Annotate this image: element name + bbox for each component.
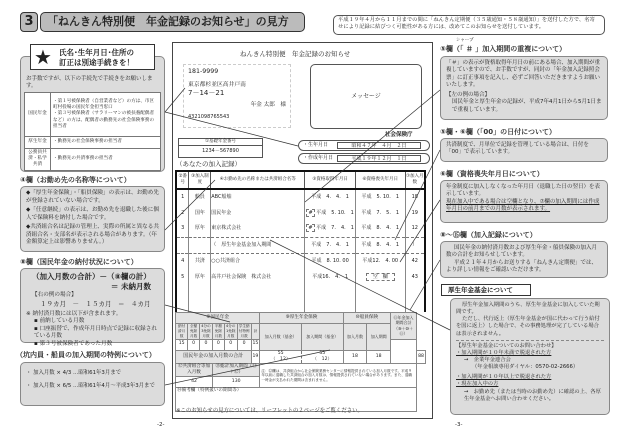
row-employer: 高井戸社会保険 株式会社 bbox=[211, 269, 305, 285]
row-lost: 平成12. 4. 00 bbox=[355, 253, 405, 269]
records-header bbox=[176, 171, 425, 189]
message-box: メッセージ bbox=[310, 64, 422, 129]
note-item: ▪ 前納している月数 bbox=[34, 318, 85, 325]
fund-text2: ただし、代行返上（厚生年金基金が国に代わって行う給付を国に返上）した場合で、その事務処理が完了している場合は表示されません。 bbox=[456, 316, 604, 340]
np-col: 学生納付特例月数 bbox=[238, 324, 250, 338]
sec8-15-text1: 国民年金の納付済月数および厚生年金・船員保険の加入月数の合計をお知らせしています。 bbox=[446, 245, 598, 259]
created-date-field bbox=[298, 153, 430, 164]
sec8-box bbox=[20, 268, 165, 347]
section-title bbox=[20, 12, 305, 32]
contact-label: 公務員共済・私学共済 bbox=[25, 149, 51, 171]
contact-text: ・勤務先の社会保険事務の担当者 bbox=[51, 137, 161, 149]
table-row bbox=[176, 205, 425, 221]
np-col: 半額免除月数 bbox=[213, 324, 225, 340]
np-val: 0 bbox=[237, 339, 251, 350]
section-title-text: 「ねんきん特別便 年金記録のお知らせ」の見方 bbox=[40, 12, 305, 32]
sec5-heading: ⑤欄（「 ＃ 」加入期間の重複について） bbox=[440, 45, 567, 53]
blank-indicator: 空 欄 bbox=[366, 273, 395, 281]
row-months: 43 bbox=[405, 269, 425, 285]
coal-box bbox=[20, 362, 165, 406]
summary-table bbox=[175, 312, 426, 412]
sp-val: 18 bbox=[343, 350, 367, 363]
fund-phone: （年金相談専用ダイヤル：0570-02-2666） bbox=[472, 364, 579, 371]
formula-line2: ＝ 未納月数 bbox=[110, 282, 151, 292]
row-months: ） bbox=[405, 237, 425, 253]
sec4-heading: ④欄（お勤め先の名称等について） bbox=[20, 176, 131, 184]
row-no bbox=[176, 237, 189, 253]
contact-table bbox=[24, 92, 161, 171]
star-title-1: 氏名･生年月日･住所の bbox=[59, 48, 134, 57]
notice-box: 平成１９年４月から１１月までの間に「ねんきん定期便（３５歳通知・５８歳通知）」を送付した方で、名寄せにより記録に結びつく可能性がある方には、改めてこのお知らせを送付しています。 bbox=[333, 15, 605, 35]
fund-row bbox=[176, 237, 425, 253]
star-icon: ★ bbox=[34, 45, 52, 69]
address-line1: 東京都杉並区高井戸南 bbox=[188, 81, 246, 88]
np-val: 0 bbox=[200, 339, 213, 350]
sec56-box: 共済制度で、月単位で記録を管理している場合は、日付を「00」で表示しています。 bbox=[440, 138, 608, 162]
row-system bbox=[189, 237, 211, 253]
records-heading: （あなたの加入記録） bbox=[176, 160, 241, 168]
row-lost: 平成 7. 5. 1 bbox=[355, 205, 405, 221]
col-system: ③加入制度 bbox=[189, 171, 211, 189]
sp-col: 加入期間 bbox=[367, 324, 391, 351]
sp-val: 18 bbox=[367, 350, 391, 363]
row-lost: 平成 8. 4. 1 bbox=[355, 221, 405, 237]
fund-inquiry-heading: 【厚生年金基金についてのお問い合わせ】 bbox=[456, 342, 557, 349]
contact-text: ・第１号被保険者（自営業者など）の方は、市区町村役場の国民年金担当窓口 ・第３号被保険者（サラリーマンの被扶養配偶者など）の方は、配偶者の勤務先の社会保険事務の担当者 bbox=[51, 93, 161, 137]
recipient-name: 年金 太郎 様 bbox=[250, 102, 286, 109]
grand-label: ⑬総計加入期間（⑪＋⑫） bbox=[213, 363, 260, 376]
np-total-label: 国民年金の加入月数の合計 bbox=[176, 350, 252, 363]
remarks-field: ⑭備考欄（特例扱いの期間等） bbox=[176, 388, 417, 412]
row-employer: （ 厚生年金基金加入期間 bbox=[211, 237, 305, 253]
basic-number-label: ①基礎年金番号 bbox=[179, 139, 262, 146]
example-label: 【右の例の場合】 bbox=[32, 292, 77, 299]
row-employer: 国民年金 bbox=[211, 205, 305, 221]
np-col: 納付済月数 bbox=[176, 324, 188, 340]
sec5-example: 国民年金と厚生年金の記録が、平成7年4月1日から5月1日まで重複しています。 bbox=[452, 99, 602, 113]
row-acquired bbox=[305, 205, 356, 221]
row-employer: 東京株式会社 bbox=[211, 221, 305, 237]
ep-val-cell bbox=[301, 350, 343, 363]
duplicate-mark: # bbox=[308, 225, 313, 232]
col-months: ⑦加入月数 bbox=[405, 171, 425, 189]
np-col: 4分の1免除月数 bbox=[225, 324, 236, 338]
fund-heading: 厚生年金基金について bbox=[441, 284, 531, 296]
note-text: ※ 納付済月数には以下が含まれます。 bbox=[26, 310, 122, 317]
ep-fund: （ 12） bbox=[270, 356, 291, 362]
row-employer: ○○共済組合 bbox=[211, 253, 305, 269]
sec8-heading: ⑧欄（国民年金の納付状況について） bbox=[20, 258, 138, 266]
note-item: ▪ 第３号被保険者であった月数 bbox=[34, 340, 113, 347]
row-system: 厚年 bbox=[189, 221, 211, 237]
row-system: 厚年 bbox=[189, 269, 211, 285]
address-line2: 7－14－21 bbox=[188, 89, 225, 98]
sec4-item: ◆「厚生年金保険」・「船員保険」の表示は、お勤め先が登録されていない場合です。 bbox=[26, 190, 159, 204]
total-val: 88 bbox=[417, 350, 426, 363]
row-no: 5 bbox=[176, 269, 189, 285]
ep-val: 55 bbox=[319, 350, 326, 356]
table-row bbox=[176, 253, 425, 269]
customer-number: 4321098765543 bbox=[188, 113, 230, 120]
birth-value: 昭和４７年 ４月 ２日 bbox=[337, 142, 421, 149]
row-acquired: 平成 8. 10. 00 bbox=[305, 253, 356, 269]
row-lost: 平成 5. 10. 1 bbox=[355, 189, 405, 205]
page-number-right: -3- bbox=[455, 422, 463, 428]
fund-item3: ・現在加入中の方 bbox=[456, 381, 499, 388]
sec8-15-heading: ⑧～⑮欄（加入記録について） bbox=[440, 231, 537, 239]
grand-val: 130 bbox=[213, 377, 260, 388]
ep-col: 加入月数（基金） bbox=[260, 324, 302, 351]
coal-item: ・ 加入月数 × 6/5 …昭和61年4月～平成3年3月まで bbox=[26, 383, 155, 390]
col-acquired: ⑤資格取得年月日 bbox=[305, 171, 356, 189]
sec5-example-label: 【左の例の場合】 bbox=[446, 91, 491, 98]
coal-heading: （坑内員・船員の加入期間の特例について） bbox=[16, 351, 156, 359]
np-val: 0 bbox=[224, 339, 237, 350]
row-system: 船員 bbox=[189, 189, 211, 205]
form-title: ねんきん特別便 年金記録のお知らせ bbox=[240, 50, 351, 58]
row-system: 国年 bbox=[189, 205, 211, 221]
ep-val-cell bbox=[260, 350, 302, 363]
created-value: 平成１９年１２月 １日 bbox=[337, 155, 421, 162]
row-lost: 平成 8. 4. 1 bbox=[355, 237, 405, 253]
sec5-box bbox=[440, 56, 608, 120]
basic-number: 1234－567890 bbox=[202, 148, 239, 155]
col-employer: ④お勤め先の名称または共済組合名等 bbox=[211, 171, 305, 189]
formula-line1: （加入月数の合計）－（⑧欄の計） bbox=[32, 272, 151, 281]
np-val: 15 bbox=[251, 339, 260, 350]
np-val: 0 bbox=[213, 339, 225, 350]
star-callout bbox=[30, 44, 155, 70]
ep-label: ⑨厚生年金保険 bbox=[260, 313, 343, 324]
sec4-box bbox=[20, 186, 165, 252]
row-months: 12 bbox=[405, 221, 425, 237]
postal-code: 181-9999 bbox=[188, 68, 219, 75]
coal-item: ・ 加入月数 × 4/3 …昭和61年3月まで bbox=[26, 370, 122, 376]
row-no: 4 bbox=[176, 253, 189, 269]
np-label: ⑧国民年金 bbox=[176, 313, 260, 324]
fund-item1: ・加入期間が１０年未満で脱退された方 bbox=[456, 349, 552, 356]
sec56-heading: ⑤欄・⑥欄（「00」の日付について） bbox=[440, 128, 556, 136]
note-item: ▪ 口座振替で、作成年月日時点で記録に収録されている月数 bbox=[34, 325, 157, 340]
np-col: 計 bbox=[251, 324, 260, 340]
row-months: 18 bbox=[405, 189, 425, 205]
col-lost: ⑥資格喪失年月日 bbox=[355, 171, 405, 189]
total-label: ⑪年金加入期間合計（⑨＋⑩＋⑪） bbox=[391, 313, 417, 340]
sp-label: ⑩船員保険 bbox=[343, 313, 390, 324]
sec4-item: ◆共済組合名は記録の管理上、実際の所属と異なる共済組合名・支部名が表示される場合があります。（年金額算定上は影響ありません。） bbox=[26, 224, 159, 246]
row-system: 共済 bbox=[189, 253, 211, 269]
star-title-2: 訂正は別途手続きを！ bbox=[59, 58, 134, 67]
sec5-text: 「＃」の表示が資格取得年月日の前にある場合、加入期間が重複していますので、お手数ですが、同封の「年金加入記録照会票」に訂正事項を記入し、必ずご回答いただきますようお願いいたします。 bbox=[446, 60, 601, 89]
row-no: 1 bbox=[176, 189, 189, 205]
fund-item1-to: → 企業年金連合会 bbox=[464, 356, 511, 363]
sec6-text: 年金制度に加入しなくなった年月日（退職した日の翌日）を表示しています。 bbox=[446, 184, 601, 198]
example-value: １９カ月 － １５カ月 ＝ ４カ月 bbox=[40, 299, 151, 308]
address-block bbox=[183, 64, 291, 128]
ep-fund: （ 12） bbox=[312, 356, 333, 362]
contact-label: 国民年金 bbox=[25, 93, 51, 137]
row-acquired-date: 平成 7. 4. 1 bbox=[316, 225, 354, 232]
row-no: 2 bbox=[176, 205, 189, 221]
np-val: 15 bbox=[176, 339, 188, 350]
row-no: 3 bbox=[176, 221, 189, 237]
row-acquired: 平成16. 4. 1 bbox=[305, 269, 356, 285]
correction-intro: お手数ですが、以下の手続先で手続きをお願いします。 bbox=[26, 76, 153, 90]
ep-val: 55 bbox=[277, 350, 284, 356]
fund-box bbox=[450, 298, 610, 415]
np-col: 全額免除月数 bbox=[188, 324, 200, 340]
table-row bbox=[176, 269, 425, 285]
row-months: 19 bbox=[405, 205, 425, 221]
row-acquired bbox=[305, 221, 356, 237]
section-number: 3 bbox=[20, 12, 38, 32]
fund-item2: ・加入期間が１０年以上で脱退された方 bbox=[456, 374, 552, 381]
birth-label: ・生年月日 bbox=[303, 142, 329, 148]
mutual-label: ⑫共済組合等加入月数 bbox=[176, 363, 213, 376]
row-months: 42 bbox=[405, 253, 425, 269]
sp-col: 加入月数 bbox=[343, 324, 367, 351]
table-row bbox=[176, 189, 425, 205]
sec6-box bbox=[440, 180, 608, 223]
fund-item3-to: → お勤め先（または当時のお勤め先）に確認の上、各厚生年金基金へお問い合わせください。 bbox=[464, 388, 601, 402]
sec8-15-box bbox=[440, 241, 608, 278]
np-total: 19 bbox=[251, 350, 260, 363]
row-employer: ABC船舶 bbox=[211, 189, 305, 205]
created-label: ・作成年月日 bbox=[303, 155, 334, 161]
form-footer: ※このお知らせの見方については、リーフレットの２ページをご覧ください。 bbox=[176, 408, 363, 414]
mutual-val: 42 bbox=[176, 377, 213, 388]
sec6-underline-text: 現在加入中である場合は空欄となり、⑦欄の加入期間には作成年月日の前月までの月数が表示されます。 bbox=[446, 198, 600, 213]
duplicate-mark: # bbox=[308, 209, 313, 216]
agency-name: 社会保険庁 bbox=[385, 132, 413, 138]
birth-date-field bbox=[298, 140, 430, 151]
page-number-left: -2- bbox=[157, 422, 165, 428]
row-acquired: 平成 7. 4. 1 bbox=[305, 237, 356, 253]
sec8-15-text2: 平成２１年４月からお送りする「ねんきん定期便」では、より詳しい情報をご確認いただけます。 bbox=[446, 259, 598, 274]
row-lost bbox=[355, 269, 405, 285]
basic-number-box bbox=[178, 138, 263, 158]
table-row bbox=[176, 221, 425, 237]
row-acquired: 平成 4. 4. 1 bbox=[305, 189, 356, 205]
mutual-note: 注：⑫欄は、共済組合から社会保険業務センターに情報提供されている加入月数です。平成９年以前に退職した共済組合の加入月数は、情報提供されていない場合があります。また、退職一時金が支払われた期間は含まれません。 bbox=[260, 363, 417, 387]
sec6-heading: ⑥欄（資格喪失年月日について） bbox=[440, 170, 544, 178]
contact-label: 厚生年金 bbox=[25, 137, 51, 149]
np-col: 4分の3免除月数 bbox=[201, 324, 211, 338]
sec4-item: ◆「任意継続」の表示は、お勤め先を退職した後に個人で保険料を納付した場合です。 bbox=[26, 207, 159, 221]
col-number: ②番号 bbox=[176, 171, 189, 189]
fund-text1: 厚生年金加入期間のうち、厚生年金基金に加入していた期間です。 bbox=[456, 302, 600, 316]
contact-text: ・勤務先の共済事務の担当者 bbox=[51, 149, 161, 171]
sharp-ruby: シャープ bbox=[456, 38, 474, 43]
ep-col: 加入期間（基金） bbox=[301, 324, 343, 351]
row-acquired-date: 平成 5. 10. 1 bbox=[316, 209, 354, 216]
np-val: 0 bbox=[188, 339, 200, 350]
